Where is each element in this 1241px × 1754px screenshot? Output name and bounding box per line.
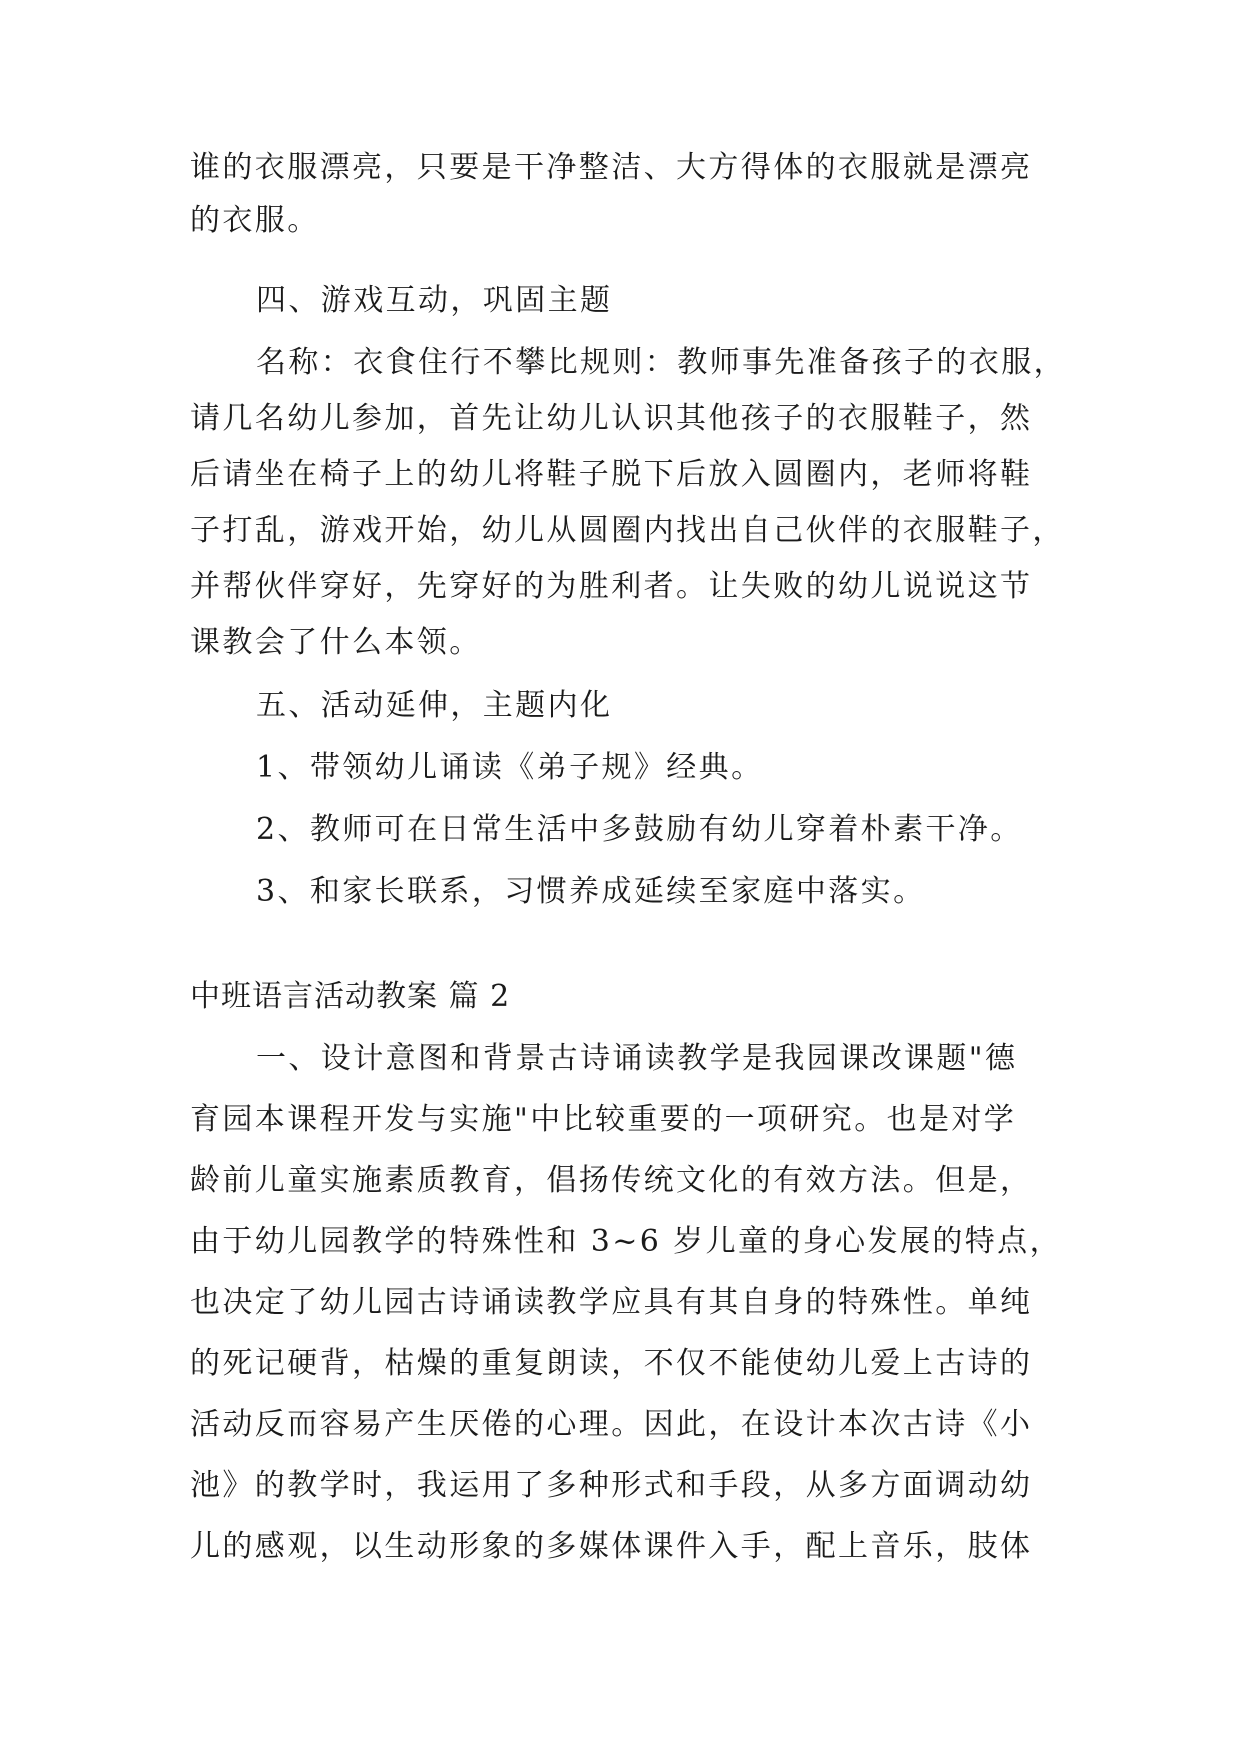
paragraph-line: 谁的衣服漂亮，只要是干净整洁、大方得体的衣服就是漂亮	[190, 150, 1033, 185]
paragraph-line: 由于幼儿园教学的特殊性和 3~6 岁儿童的身心发展的特点，	[190, 1224, 1062, 1259]
paragraph-line: 的死记硬背，枯燥的重复朗读，不仅不能使幼儿爱上古诗的	[190, 1346, 1033, 1381]
list-item: 1、带领幼儿诵读《弟子规》经典。	[256, 750, 764, 785]
paragraph-line: 池》的教学时，我运用了多种形式和手段，从多方面调动幼	[190, 1468, 1033, 1503]
paragraph-line: 请几名幼儿参加，首先让幼儿认识其他孩子的衣服鞋子，然	[190, 401, 1033, 436]
chapter-title: 中班语言活动教案 篇 2	[190, 979, 511, 1014]
list-item: 2、教师可在日常生活中多鼓励有幼儿穿着朴素干净。	[256, 812, 1023, 847]
paragraph-line: 名称：衣食住行不攀比规则：教师事先准备孩子的衣服，	[256, 345, 1066, 380]
paragraph-line: 子打乱，游戏开始，幼儿从圆圈内找出自己伙伴的衣服鞋子，	[190, 513, 1065, 548]
list-item: 3、和家长联系，习惯养成延续至家庭中落实。	[256, 874, 926, 909]
paragraph-line: 课教会了什么本领。	[190, 625, 482, 660]
paragraph-line: 后请坐在椅子上的幼儿将鞋子脱下后放入圆圈内，老师将鞋	[190, 457, 1033, 492]
section-heading: 五、活动延伸，主题内化	[256, 688, 613, 723]
paragraph-line: 并帮伙伴穿好，先穿好的为胜利者。让失败的幼儿说说这节	[190, 569, 1033, 604]
paragraph-line: 育园本课程开发与实施"中比较重要的一项研究。也是对学	[190, 1102, 1017, 1137]
paragraph-line: 龄前儿童实施素质教育，倡扬传统文化的有效方法。但是，	[190, 1163, 1033, 1198]
paragraph-line: 活动反而容易产生厌倦的心理。因此，在设计本次古诗《小	[190, 1407, 1033, 1442]
section-heading: 四、游戏互动，巩固主题	[256, 283, 613, 318]
paragraph-line: 一、设计意图和背景古诗诵读教学是我园课改课题"德	[256, 1041, 1018, 1076]
paragraph-line: 儿的感观，以生动形象的多媒体课件入手，配上音乐，肢体	[190, 1529, 1033, 1564]
paragraph-line: 的衣服。	[190, 203, 320, 238]
paragraph-line: 也决定了幼儿园古诗诵读教学应具有其自身的特殊性。单纯	[190, 1285, 1033, 1320]
